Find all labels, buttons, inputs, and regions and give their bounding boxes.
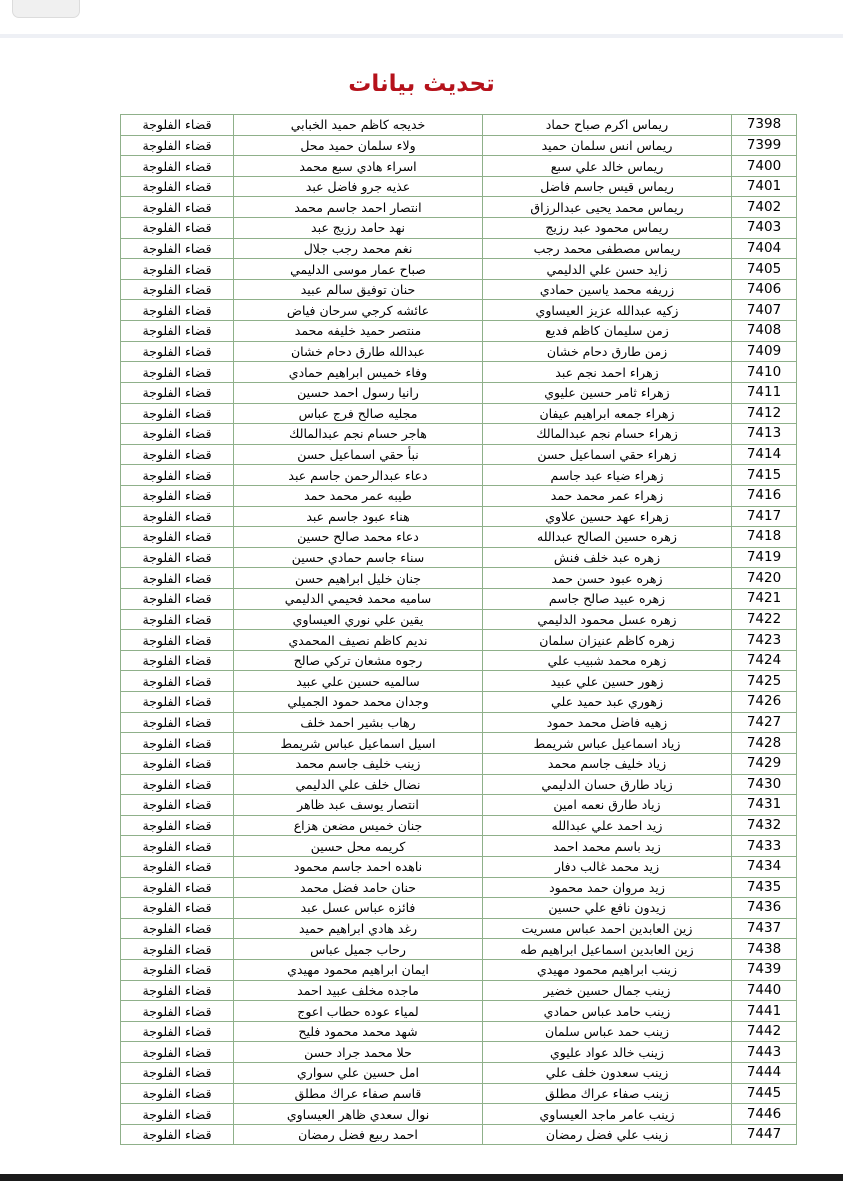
id-cell: 7410	[732, 362, 797, 383]
id-cell: 7428	[732, 733, 797, 754]
id-cell: 7447	[732, 1124, 797, 1145]
table-row	[121, 218, 797, 239]
name-cell: زايد حسن علي الدليمي	[483, 259, 732, 280]
mother-name-cell: نديم كاظم نصيف المحمدي	[234, 630, 483, 651]
id-cell: 7432	[732, 815, 797, 836]
table-row	[121, 774, 797, 795]
name-cell: زينب خالد عواد عليوي	[483, 1042, 732, 1063]
id-cell: 7399	[732, 135, 797, 156]
district-cell: قضاء الفلوجة	[121, 300, 234, 321]
mother-name-cell: حلا محمد جراد حسن	[234, 1042, 483, 1063]
name-cell: زياد طارق حسان الدليمي	[483, 774, 732, 795]
mother-name-cell: اسراء هادي سبع محمد	[234, 156, 483, 177]
district-cell: قضاء الفلوجة	[121, 671, 234, 692]
district-cell: قضاء الفلوجة	[121, 321, 234, 342]
id-cell: 7443	[732, 1042, 797, 1063]
name-cell: زينب جمال حسين خضير	[483, 980, 732, 1001]
id-cell: 7436	[732, 898, 797, 919]
name-cell: زهراء احمد نجم عبد	[483, 362, 732, 383]
name-cell: زهراء ثامر حسين عليوي	[483, 382, 732, 403]
table-row	[121, 156, 797, 177]
table-row	[121, 485, 797, 506]
id-cell: 7444	[732, 1063, 797, 1084]
mother-name-cell: نغم محمد رجب جلال	[234, 238, 483, 259]
id-cell: 7415	[732, 465, 797, 486]
district-cell: قضاء الفلوجة	[121, 156, 234, 177]
name-cell: زينب حامد عباس حمادي	[483, 1001, 732, 1022]
id-cell: 7441	[732, 1001, 797, 1022]
name-cell: زمن طارق دحام خشان	[483, 341, 732, 362]
table-row	[121, 1104, 797, 1125]
mother-name-cell: نبأ حقي اسماعيل حسن	[234, 444, 483, 465]
table-row	[121, 444, 797, 465]
district-cell: قضاء الفلوجة	[121, 176, 234, 197]
id-cell: 7426	[732, 692, 797, 713]
mother-name-cell: جنان خميس مضعن هزاع	[234, 815, 483, 836]
data-table-container	[120, 114, 782, 1145]
table-row	[121, 506, 797, 527]
mother-name-cell: كريمه محل حسين	[234, 836, 483, 857]
id-cell: 7403	[732, 218, 797, 239]
table-row	[121, 403, 797, 424]
mother-name-cell: هناء عبود جاسم عبد	[234, 506, 483, 527]
district-cell: قضاء الفلوجة	[121, 836, 234, 857]
table-row	[121, 176, 797, 197]
name-cell: زيد محمد غالب دفار	[483, 856, 732, 877]
district-cell: قضاء الفلوجة	[121, 815, 234, 836]
id-cell: 7407	[732, 300, 797, 321]
mother-name-cell: رجوه مشعان تركي صالح	[234, 650, 483, 671]
name-cell: ريماس انس سلمان حميد	[483, 135, 732, 156]
name-cell: زياد طارق نعمه امين	[483, 795, 732, 816]
district-cell: قضاء الفلوجة	[121, 774, 234, 795]
name-cell: زيد مروان حمد محمود	[483, 877, 732, 898]
name-cell: زمن سليمان كاظم فديع	[483, 321, 732, 342]
table-body	[121, 115, 797, 1145]
mother-name-cell: حنان حامد فضل محمد	[234, 877, 483, 898]
name-cell: ريماس مصطفى محمد رجب	[483, 238, 732, 259]
district-cell: قضاء الفلوجة	[121, 753, 234, 774]
id-cell: 7427	[732, 712, 797, 733]
district-cell: قضاء الفلوجة	[121, 259, 234, 280]
district-cell: قضاء الفلوجة	[121, 856, 234, 877]
table-row	[121, 568, 797, 589]
mother-name-cell: عائشه كرجي سرحان فياض	[234, 300, 483, 321]
name-cell: زهراء حسام نجم عبدالمالك	[483, 424, 732, 445]
name-cell: زهوري عبد حميد علي	[483, 692, 732, 713]
id-cell: 7409	[732, 341, 797, 362]
district-cell: قضاء الفلوجة	[121, 1001, 234, 1022]
mother-name-cell: سناء جاسم حمادي حسين	[234, 547, 483, 568]
mother-name-cell: ايمان ابراهيم محمود مهيدي	[234, 959, 483, 980]
table-row	[121, 650, 797, 671]
name-cell: ريماس محمود عبد رزيج	[483, 218, 732, 239]
mother-name-cell: خديجه كاظم حميد الخبابي	[234, 115, 483, 136]
mother-name-cell: دعاء عبدالرحمن جاسم عبد	[234, 465, 483, 486]
mother-name-cell: قاسم صفاء عراك مطلق	[234, 1083, 483, 1104]
district-cell: قضاء الفلوجة	[121, 918, 234, 939]
id-cell: 7420	[732, 568, 797, 589]
bottom-bar	[0, 1174, 843, 1181]
mother-name-cell: جنان خليل ابراهيم حسن	[234, 568, 483, 589]
id-cell: 7406	[732, 279, 797, 300]
name-cell: زهره حسين الصالح عبدالله	[483, 527, 732, 548]
table-row	[121, 877, 797, 898]
table-row	[121, 939, 797, 960]
table-row	[121, 959, 797, 980]
id-cell: 7405	[732, 259, 797, 280]
id-cell: 7437	[732, 918, 797, 939]
id-cell: 7412	[732, 403, 797, 424]
mother-name-cell: زينب خليف جاسم محمد	[234, 753, 483, 774]
name-cell: زهراء عمر محمد حمد	[483, 485, 732, 506]
table-row	[121, 527, 797, 548]
table-row	[121, 980, 797, 1001]
id-cell: 7419	[732, 547, 797, 568]
table-row	[121, 259, 797, 280]
table-row	[121, 1083, 797, 1104]
name-cell: زهره عسل محمود الدليمي	[483, 609, 732, 630]
id-cell: 7424	[732, 650, 797, 671]
mother-name-cell: انتصار يوسف عبد ظاهر	[234, 795, 483, 816]
data-table	[120, 114, 797, 1145]
district-cell: قضاء الفلوجة	[121, 568, 234, 589]
top-bar	[0, 0, 843, 38]
mother-name-cell: دعاء محمد صالح حسين	[234, 527, 483, 548]
name-cell: زيد باسم محمد احمد	[483, 836, 732, 857]
name-cell: زينب ابراهيم محمود مهيدي	[483, 959, 732, 980]
mother-name-cell: ساميه محمد فحيمي الدليمي	[234, 589, 483, 610]
district-cell: قضاء الفلوجة	[121, 1104, 234, 1125]
id-cell: 7402	[732, 197, 797, 218]
table-row	[121, 692, 797, 713]
mother-name-cell: نهد حامد رزيج عبد	[234, 218, 483, 239]
name-cell: زينب علي فضل رمضان	[483, 1124, 732, 1145]
mother-name-cell: احمد ربيع فضل رمضان	[234, 1124, 483, 1145]
district-cell: قضاء الفلوجة	[121, 362, 234, 383]
district-cell: قضاء الفلوجة	[121, 589, 234, 610]
district-cell: قضاء الفلوجة	[121, 506, 234, 527]
district-cell: قضاء الفلوجة	[121, 877, 234, 898]
name-cell: زين العابدين اسماعيل ابراهيم طه	[483, 939, 732, 960]
id-cell: 7408	[732, 321, 797, 342]
name-cell: ريماس خالد علي سبع	[483, 156, 732, 177]
district-cell: قضاء الفلوجة	[121, 382, 234, 403]
district-cell: قضاء الفلوجة	[121, 527, 234, 548]
table-row	[121, 197, 797, 218]
district-cell: قضاء الفلوجة	[121, 341, 234, 362]
mother-name-cell: مجليه صالح فرج عباس	[234, 403, 483, 424]
table-row	[121, 382, 797, 403]
id-cell: 7401	[732, 176, 797, 197]
name-cell: زهراء حقي اسماعيل حسن	[483, 444, 732, 465]
table-row	[121, 362, 797, 383]
mother-name-cell: صباح عمار موسى الدليمي	[234, 259, 483, 280]
id-cell: 7417	[732, 506, 797, 527]
table-row	[121, 712, 797, 733]
mother-name-cell: ماجده مخلف عبيد احمد	[234, 980, 483, 1001]
mother-name-cell: ولاء سلمان حميد محل	[234, 135, 483, 156]
district-cell: قضاء الفلوجة	[121, 650, 234, 671]
id-cell: 7431	[732, 795, 797, 816]
mother-name-cell: رانيا رسول احمد حسين	[234, 382, 483, 403]
name-cell: زينب صفاء عراك مطلق	[483, 1083, 732, 1104]
mother-name-cell: عذيه جرو فاضل عبد	[234, 176, 483, 197]
mother-name-cell: لمياء عوده حطاب اعوج	[234, 1001, 483, 1022]
table-row	[121, 238, 797, 259]
table-row	[121, 135, 797, 156]
name-cell: زهور حسين علي عبيد	[483, 671, 732, 692]
table-row	[121, 795, 797, 816]
name-cell: زيدون نافع علي حسين	[483, 898, 732, 919]
name-cell: زهره عبد خلف فنش	[483, 547, 732, 568]
name-cell: زين العابدين احمد عباس مسريت	[483, 918, 732, 939]
name-cell: زينب عامر ماجد العيساوي	[483, 1104, 732, 1125]
mother-name-cell: وفاء خميس ابراهيم حمادي	[234, 362, 483, 383]
district-cell: قضاء الفلوجة	[121, 939, 234, 960]
mother-name-cell: سالميه حسين علي عبيد	[234, 671, 483, 692]
district-cell: قضاء الفلوجة	[121, 795, 234, 816]
table-row	[121, 115, 797, 136]
id-cell: 7414	[732, 444, 797, 465]
mother-name-cell: وجدان محمد حمود الجميلي	[234, 692, 483, 713]
name-cell: ريماس قيس جاسم فاضل	[483, 176, 732, 197]
name-cell: ريماس اكرم صباح حماد	[483, 115, 732, 136]
mother-name-cell: رحاب جميل عباس	[234, 939, 483, 960]
mother-name-cell: انتصار احمد جاسم محمد	[234, 197, 483, 218]
table-row	[121, 918, 797, 939]
district-cell: قضاء الفلوجة	[121, 403, 234, 424]
id-cell: 7418	[732, 527, 797, 548]
district-cell: قضاء الفلوجة	[121, 980, 234, 1001]
district-cell: قضاء الفلوجة	[121, 1124, 234, 1145]
name-cell: زهراء جمعه ابراهيم عيفان	[483, 403, 732, 424]
mother-name-cell: ناهده احمد جاسم محمود	[234, 856, 483, 877]
table-row	[121, 630, 797, 651]
mother-name-cell: رهاب بشير احمد خلف	[234, 712, 483, 733]
page-title: تحديث بيانات	[348, 71, 495, 97]
mother-name-cell: شهد محمد محمود فليح	[234, 1021, 483, 1042]
name-cell: زياد اسماعيل عباس شريمط	[483, 733, 732, 754]
district-cell: قضاء الفلوجة	[121, 609, 234, 630]
id-cell: 7440	[732, 980, 797, 1001]
id-cell: 7425	[732, 671, 797, 692]
district-cell: قضاء الفلوجة	[121, 1021, 234, 1042]
table-row	[121, 279, 797, 300]
id-cell: 7411	[732, 382, 797, 403]
id-cell: 7398	[732, 115, 797, 136]
name-cell: زهره عبيد صالح جاسم	[483, 589, 732, 610]
mother-name-cell: عبدالله طارق دحام خشان	[234, 341, 483, 362]
mother-name-cell: اسيل اسماعيل عباس شريمط	[234, 733, 483, 754]
table-row	[121, 1021, 797, 1042]
id-cell: 7439	[732, 959, 797, 980]
id-cell: 7421	[732, 589, 797, 610]
mother-name-cell: منتصر حميد خليفه محمد	[234, 321, 483, 342]
table-row	[121, 609, 797, 630]
district-cell: قضاء الفلوجة	[121, 547, 234, 568]
district-cell: قضاء الفلوجة	[121, 692, 234, 713]
name-cell: زياد خليف جاسم محمد	[483, 753, 732, 774]
table-row	[121, 733, 797, 754]
district-cell: قضاء الفلوجة	[121, 898, 234, 919]
name-cell: زريفه محمد ياسين حمادي	[483, 279, 732, 300]
mother-name-cell: يقين علي نوري العيساوي	[234, 609, 483, 630]
district-cell: قضاء الفلوجة	[121, 959, 234, 980]
id-cell: 7430	[732, 774, 797, 795]
mother-name-cell: نضال خلف علي الدليمي	[234, 774, 483, 795]
table-row	[121, 465, 797, 486]
table-row	[121, 321, 797, 342]
mother-name-cell: حنان توفيق سالم عبيد	[234, 279, 483, 300]
district-cell: قضاء الفلوجة	[121, 238, 234, 259]
name-cell: زينب سعدون خلف علي	[483, 1063, 732, 1084]
district-cell: قضاء الفلوجة	[121, 197, 234, 218]
district-cell: قضاء الفلوجة	[121, 712, 234, 733]
id-cell: 7446	[732, 1104, 797, 1125]
id-cell: 7433	[732, 836, 797, 857]
table-row	[121, 836, 797, 857]
district-cell: قضاء الفلوجة	[121, 424, 234, 445]
name-cell: زهره كاظم عنيزان سلمان	[483, 630, 732, 651]
id-cell: 7445	[732, 1083, 797, 1104]
table-row	[121, 341, 797, 362]
district-cell: قضاء الفلوجة	[121, 733, 234, 754]
table-row	[121, 898, 797, 919]
table-row	[121, 671, 797, 692]
table-row	[121, 547, 797, 568]
district-cell: قضاء الفلوجة	[121, 115, 234, 136]
table-row	[121, 815, 797, 836]
name-cell: زهيه فاضل محمد حمود	[483, 712, 732, 733]
district-cell: قضاء الفلوجة	[121, 444, 234, 465]
district-cell: قضاء الفلوجة	[121, 1063, 234, 1084]
district-cell: قضاء الفلوجة	[121, 465, 234, 486]
name-cell: زهره محمد شبيب علي	[483, 650, 732, 671]
id-cell: 7435	[732, 877, 797, 898]
name-cell: ريماس محمد يحيى عبدالرزاق	[483, 197, 732, 218]
table-row	[121, 1001, 797, 1022]
district-cell: قضاء الفلوجة	[121, 218, 234, 239]
mother-name-cell: هاجر حسام نجم عبدالمالك	[234, 424, 483, 445]
top-button[interactable]	[12, 0, 80, 18]
id-cell: 7434	[732, 856, 797, 877]
table-row	[121, 856, 797, 877]
district-cell: قضاء الفلوجة	[121, 485, 234, 506]
table-row	[121, 1042, 797, 1063]
district-cell: قضاء الفلوجة	[121, 1042, 234, 1063]
id-cell: 7404	[732, 238, 797, 259]
name-cell: زكيه عبدالله عزيز العيساوي	[483, 300, 732, 321]
id-cell: 7442	[732, 1021, 797, 1042]
name-cell: زيد احمد علي عبدالله	[483, 815, 732, 836]
name-cell: زهراء ضياء عبد جاسم	[483, 465, 732, 486]
name-cell: زهره عبود حسن حمد	[483, 568, 732, 589]
id-cell: 7400	[732, 156, 797, 177]
id-cell: 7429	[732, 753, 797, 774]
id-cell: 7423	[732, 630, 797, 651]
mother-name-cell: امل حسين علي سواري	[234, 1063, 483, 1084]
mother-name-cell: فائزه عباس عسل عبد	[234, 898, 483, 919]
name-cell: زينب حمد عباس سلمان	[483, 1021, 732, 1042]
district-cell: قضاء الفلوجة	[121, 135, 234, 156]
table-row	[121, 753, 797, 774]
table-row	[121, 1063, 797, 1084]
name-cell: زهراء عهد حسين علاوي	[483, 506, 732, 527]
mother-name-cell: نوال سعدي ظاهر العيساوي	[234, 1104, 483, 1125]
table-row	[121, 1124, 797, 1145]
table-row	[121, 300, 797, 321]
id-cell: 7422	[732, 609, 797, 630]
district-cell: قضاء الفلوجة	[121, 279, 234, 300]
id-cell: 7413	[732, 424, 797, 445]
id-cell: 7438	[732, 939, 797, 960]
table-row	[121, 589, 797, 610]
table-row	[121, 424, 797, 445]
mother-name-cell: طيبه عمر محمد حمد	[234, 485, 483, 506]
district-cell: قضاء الفلوجة	[121, 630, 234, 651]
district-cell: قضاء الفلوجة	[121, 1083, 234, 1104]
id-cell: 7416	[732, 485, 797, 506]
mother-name-cell: رغد هادي ابراهيم حميد	[234, 918, 483, 939]
